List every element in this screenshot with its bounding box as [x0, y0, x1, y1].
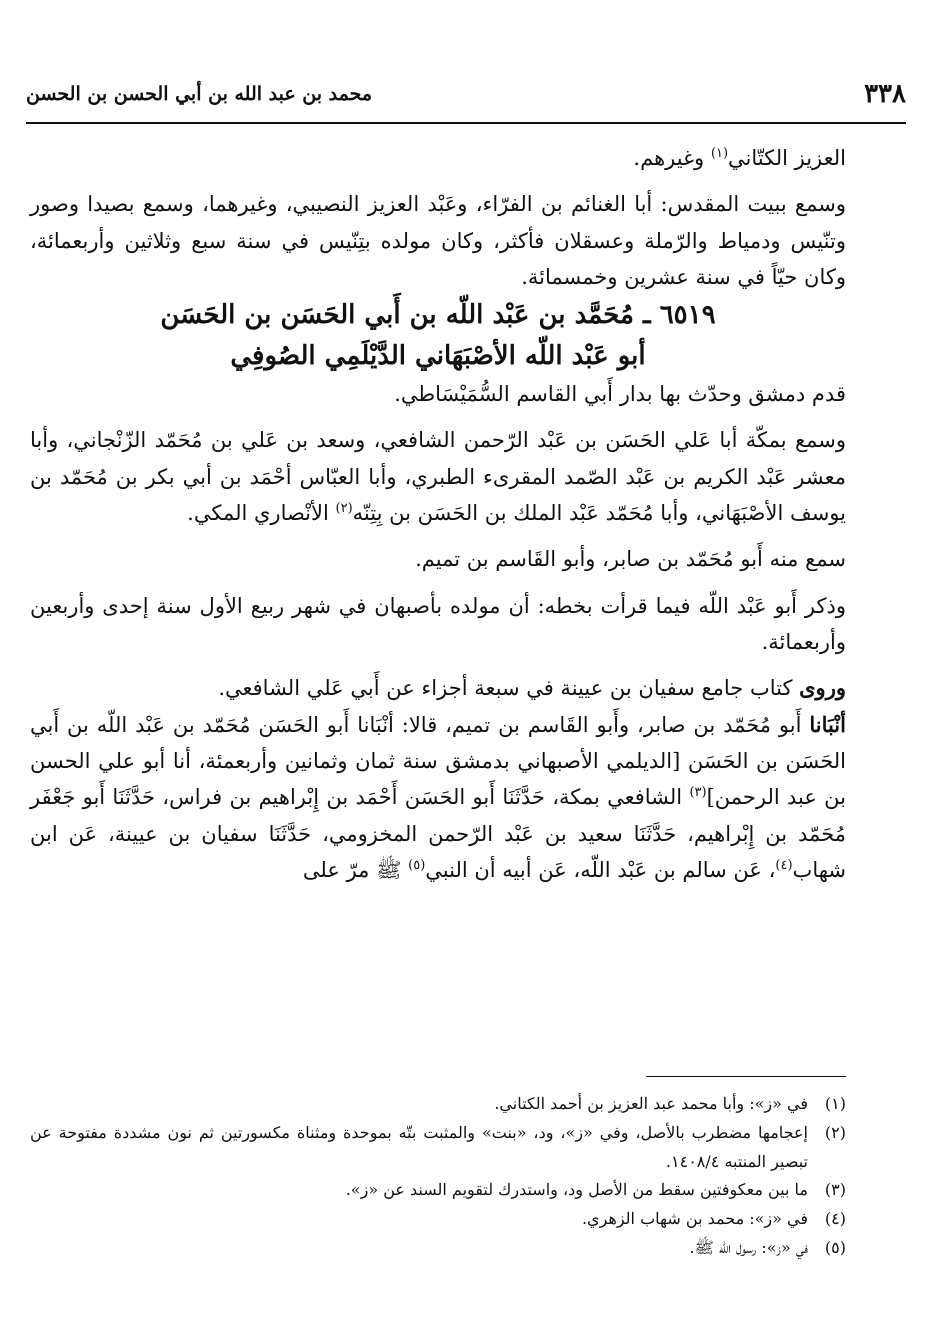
- main-text: [30, 140, 846, 888]
- paragraph-4: [30, 422, 846, 531]
- footnote-text: في «ز»: رسول الله ﷺ.: [689, 1237, 808, 1257]
- footnote-item: [30, 1090, 846, 1119]
- paragraph-5: سمع منه أَبو مُحَمّد بن صابر، وأبو القَاسم بن تميم.: [415, 547, 846, 572]
- footnote-divider: [646, 1076, 846, 1077]
- footnote-ref-1: (١): [710, 146, 729, 161]
- footnote-item: [30, 1119, 846, 1177]
- footnotes: [30, 1090, 846, 1263]
- footnote-item: [30, 1234, 846, 1263]
- footnote-item: [30, 1205, 846, 1234]
- paragraph-7: [30, 670, 846, 706]
- paragraph-8-text-d: ﷺ مرّ على: [302, 857, 409, 882]
- footnote-text: ما بين معكوفتين سقط من الأصل ود، واستدرك لتقويم السند عن «ز».: [345, 1180, 808, 1200]
- footnote-number: (٣): [824, 1180, 846, 1200]
- entry-subtitle: أبو عَبْد اللّه الأصْبَهَاني الدَّيْلَمِي الصُوفِي: [230, 340, 646, 371]
- running-title: محمد بن عبد الله بن أبي الحسن بن الحسن: [26, 83, 373, 105]
- paragraph-8-lead: أنْبَانا: [809, 711, 846, 737]
- paragraph-3: قدم دمشق وحدّث بها بدار أَبي القاسم السُّمَيْسَاطي.: [394, 381, 846, 406]
- footnote-number: (٢): [824, 1122, 846, 1142]
- footnote-ref-2: (٢): [335, 500, 353, 516]
- paragraph-7-lead: وروى: [799, 675, 846, 701]
- footnote-ref-3: (٣): [689, 785, 707, 801]
- paragraph-4-text: وسمع بمكّة أبا عَلي الحَسَن بن عَبْد الرّحمن الشافعي، وسعد بن عَلي بن مُحَمّد الزّنْجاني، وأبا معشر عَبْد الكريم بن عَبْد الصّمد المقرىء الطبري، وأبا العبّاس أحْمَد بن أبي بكر بن مُحَمّد بن يوسف الأصْبَهَاني، وأبا مُحَمّد عَبْد الملك بن الحَسَن بن بِتِنّه: [30, 428, 846, 525]
- paragraph-8-text-b: الشافعي بمكة، حَدَّثَنَا أَبو الحَسَن أَحْمَد بن إِبْراهيم بن فراس، حَدَّثَنَا أَبو جَعْفَر مُحَمّد بن إِبْراهيم، حَدَّثَنَا سعيد بن عَبْد الرّحمن المخزومي، حَدَّثَنَا سفيان بن عيينة، عَن ابن شهاب: [30, 785, 846, 882]
- paragraph-1: [30, 140, 846, 176]
- footnote-ref-4: (٤): [775, 857, 793, 873]
- footnote-text: إعجامها مضطرب بالأصل، وفي «ز»، ود، «بنت» والمثبت بتّه بموحدة ومثناة مكسورتين ثم نون مشددة مفتوحة عن تبصير المنتبه ١٤٠٨/٤.: [30, 1122, 808, 1171]
- footnote-number: (١): [824, 1094, 846, 1113]
- header-divider: [26, 122, 906, 124]
- footnote-item: [30, 1176, 846, 1205]
- paragraph-1-tail: وغيرهم.: [633, 146, 711, 170]
- paragraph-4-tail: الأنْصاري المكي.: [187, 500, 336, 525]
- entry-title: ٦٥١٩ ـ مُحَمَّد بن عَبْد اللّه بن أَبي الحَسَن بن الحَسَن: [160, 300, 716, 331]
- paragraph-1-text: العزيز الكتّاني: [728, 146, 846, 170]
- paragraph-8-text-a: أَبو مُحَمّد بن صابر، وأَبو القَاسم بن تميم، قالا: أنْبَانا أَبو الحَسَن مُحَمّد بن عَبْد اللّه بن أَبي الحَسَن بن الحَسَن [الديلمي الأصبهاني بدمشق سنة ثمان وثمانين وأربعمئة، أنا أبو علي الحسن بن عبد الرحمن]: [30, 712, 846, 810]
- footnote-text: في «ز»: وأبا محمد عبد العزيز بن أحمد الكتاني.: [494, 1094, 808, 1113]
- footnote-text: في «ز»: محمد بن شهاب الزهري.: [581, 1209, 808, 1229]
- footnote-number: (٤): [824, 1209, 846, 1229]
- page-header: [26, 74, 906, 114]
- page-number: ٣٣٨: [864, 79, 906, 109]
- paragraph-6: وذكر أَبو عَبْد اللّه فيما قرأت بخطه: أن مولده بأصبهان في شهر ربيع الأول سنة إحدى وأربعين وأربعمائة.: [30, 593, 846, 654]
- footnote-number: (٥): [824, 1237, 846, 1257]
- paragraph-8: [30, 707, 846, 889]
- footnote-ref-5: (٥): [408, 857, 426, 873]
- paragraph-8-text-c: ، عَن سالم بن عَبْد اللّه، عَن أبيه أن النبي: [425, 857, 776, 882]
- paragraph-7-text: كتاب جامع سفيان بن عيينة في سبعة أجزاء عن أَبي عَلي الشافعي.: [218, 676, 800, 701]
- paragraph-2: وسمع ببيت المقدس: أبا الغنائم بن الفرّاء، وعَبْد العزيز النصيبي، وغيرهما، وسمع بصيدا وصور وتنّيس ودمياط والرّملة وعسقلان فأكثر، وكان مولده بتِنّيس في سنة سبع وثلاثين وأربعمائة، وكان حيّاً في سنة عشرين وخمسمائة.: [30, 192, 846, 289]
